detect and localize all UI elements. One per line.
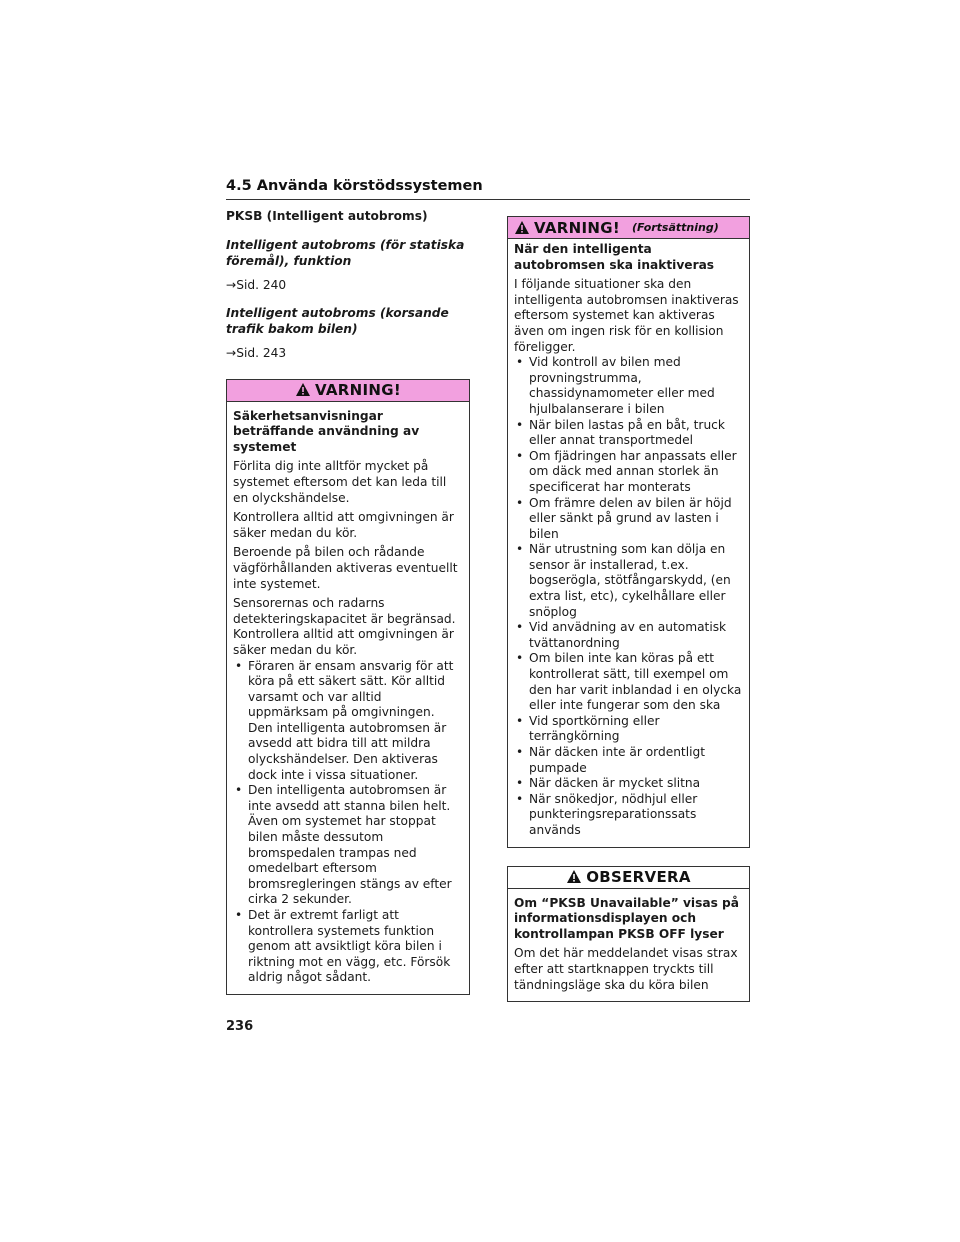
list-item: • När däcken är mycket slitna <box>514 776 743 792</box>
section-divider <box>226 199 750 200</box>
deactivation-bullet-list <box>514 355 743 838</box>
list-item: • När snökedjor, nödhjul eller punkteringsreparationssats används <box>514 792 743 839</box>
list-item: • Det är extremt farligt att kontrollera systemets funktion genom att avsiktligt köra bilen i riktning mot en vägg, etc. Försök aldrig något sådant. <box>233 908 463 986</box>
list-item: • Föraren är ensam ansvarig för att köra på ett säkert sätt. Kör alltid varsamt och var alltid uppmärksam på omgivningen. Den intelligenta autobromsen är avsedd att bidra till att mildra olyckshändelser. Den aktiveras dock inte i vissa situationer. <box>233 659 463 784</box>
warning-body <box>227 402 469 994</box>
notice-header <box>508 867 749 889</box>
list-item: • Vid kontroll av bilen med provningstrumma, chassidynamometer eller med hjulbalanserare i bilen <box>514 355 743 417</box>
warning-header <box>227 380 469 402</box>
list-item: • När däcken inte är ordentligt pumpade <box>514 745 743 776</box>
warning-label: VARNING! <box>315 381 401 400</box>
notice-heading: Om “PKSB Unavailable” visas på informationsdisplayen och kontrollampan PKSB OFF lyser <box>514 895 740 941</box>
page-reference-link[interactable]: →Sid. 243 <box>226 345 287 360</box>
list-item: • Den intelligenta autobromsen är inte avsedd att stanna bilen helt. Även om systemet har stoppat bilen måste dessutom bromspedalen trampas ned omedelbart eftersom bromsregleringen stängs av efter cirka 2 sekunder. <box>233 783 463 908</box>
list-item: • Vid sportkörning eller terrängkörning <box>514 714 743 745</box>
warning-paragraph: Förlita dig inte alltför mycket på systemet eftersom det kan leda till en olyckshändelse. <box>233 459 447 505</box>
list-item: • Om fjädringen har anpassats eller om däck med annan storlek än specificerat har monterats <box>514 449 743 496</box>
list-item: • När utrustning som kan dölja en sensor är installerad, t.ex. bogserögla, stötfångarskydd, (en extra list, etc), cykelhållare eller snöplog <box>514 542 743 620</box>
subheading-cross-traffic: Intelligent autobroms (korsande trafik bakom bilen) <box>226 305 449 336</box>
warning-triangle-icon <box>295 382 311 398</box>
warning-heading: Säkerhetsanvisningar beträffande användning av systemet <box>233 408 420 454</box>
warning-paragraph: Kontrollera alltid att omgivningen är säker medan du kör. <box>233 510 454 540</box>
warning-label: VARNING! <box>534 218 620 237</box>
warning-header <box>508 217 749 239</box>
warning-paragraph: Sensorernas och radarns detekteringskapacitet är begränsad. Kontrollera alltid att omgivningen är säker medan du kör. <box>233 596 456 657</box>
notice-body <box>508 889 749 1002</box>
warning-triangle-icon <box>514 220 530 236</box>
list-item: • Om främre delen av bilen är höjd eller sänkt på grund av lasten i bilen <box>514 496 743 543</box>
warning-paragraph: Beroende på bilen och rådande vägförhållanden aktiveras eventuellt inte systemet. <box>233 545 458 591</box>
page-heading: PKSB (Intelligent autobroms) <box>226 209 428 223</box>
page-reference-link[interactable]: →Sid. 240 <box>226 277 287 292</box>
notice-text: Om det här meddelandet visas strax efter att startknappen tryckts till tändningsläge ska du köra bilen <box>514 946 738 992</box>
list-item: • Vid anvädning av en automatisk tvättanordning <box>514 620 743 651</box>
right-column <box>507 216 750 1002</box>
warning-heading: När den intelligenta autobromsen ska inaktiveras <box>514 242 715 272</box>
continued-label: (Fortsättning) <box>632 221 719 234</box>
section-title: 4.5 Använda körstödssystemen <box>226 178 483 194</box>
warning-bullet-list <box>233 659 463 986</box>
warning-intro: I följande situationer ska den intelligenta autobromsen inaktiveras eftersom systemet kan aktiveras även om ingen risk för en kollision föreligger. <box>514 277 739 354</box>
page-number: 236 <box>226 1019 254 1034</box>
notice-label: OBSERVERA <box>586 868 691 887</box>
notice-box <box>507 866 750 1003</box>
warning-box <box>226 379 470 995</box>
list-item: • När bilen lastas på en båt, truck eller annat transportmedel <box>514 418 743 449</box>
notice-triangle-icon <box>566 869 582 885</box>
subheading-static-objects: Intelligent autobroms (för statiska föremål), funktion <box>226 237 465 268</box>
warning-box-continued <box>507 216 750 848</box>
list-item: • Om bilen inte kan köras på ett kontrollerat sätt, till exempel om den har varit inblandad i en olycka eller inte fungerar som den ska <box>514 651 743 713</box>
warning-body <box>508 239 749 847</box>
left-column <box>226 209 470 995</box>
